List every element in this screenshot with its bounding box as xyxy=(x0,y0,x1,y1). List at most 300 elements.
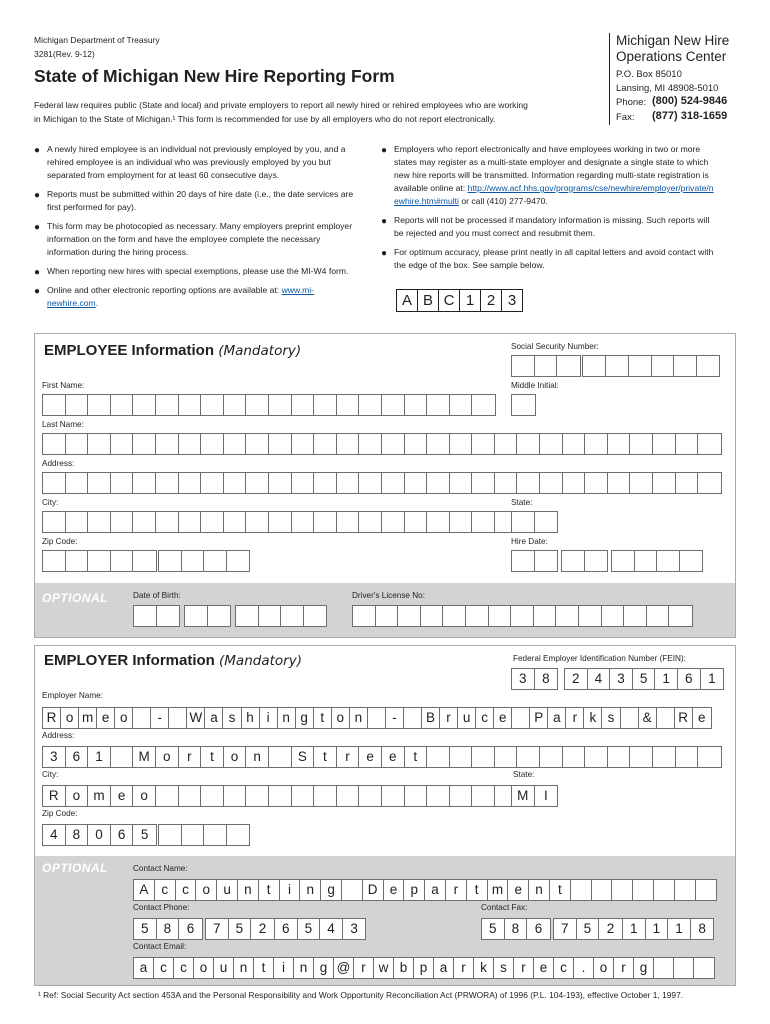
char-box[interactable]: R xyxy=(675,708,693,728)
char-box[interactable] xyxy=(314,512,337,532)
char-box[interactable] xyxy=(66,434,89,454)
char-box[interactable] xyxy=(156,395,179,415)
char-box[interactable]: w xyxy=(374,958,394,978)
char-box[interactable]: A xyxy=(134,880,155,900)
char-box[interactable] xyxy=(630,747,653,767)
char-box[interactable] xyxy=(133,473,156,493)
char-box[interactable] xyxy=(450,395,473,415)
char-box[interactable] xyxy=(657,551,680,571)
char-box[interactable] xyxy=(698,473,721,493)
char-box[interactable] xyxy=(204,825,227,845)
char-box[interactable] xyxy=(224,395,247,415)
char-box[interactable] xyxy=(495,473,518,493)
char-box[interactable] xyxy=(583,356,606,376)
char-box[interactable] xyxy=(201,786,224,806)
char-box[interactable] xyxy=(535,512,558,532)
char-box[interactable] xyxy=(450,512,473,532)
char-box[interactable] xyxy=(495,434,518,454)
char-box[interactable]: 5 xyxy=(577,919,600,939)
char-box[interactable] xyxy=(382,786,405,806)
char-box[interactable] xyxy=(653,434,676,454)
char-box[interactable] xyxy=(540,747,563,767)
char-box[interactable] xyxy=(696,880,717,900)
char-box[interactable] xyxy=(43,434,66,454)
middle-initial-input[interactable] xyxy=(511,394,536,416)
char-box[interactable] xyxy=(630,434,653,454)
char-box[interactable] xyxy=(472,473,495,493)
char-box[interactable] xyxy=(376,606,399,626)
char-box[interactable]: r xyxy=(446,880,467,900)
char-box[interactable] xyxy=(43,551,66,571)
char-box[interactable] xyxy=(337,434,360,454)
char-box[interactable] xyxy=(159,551,182,571)
char-box[interactable]: u xyxy=(214,958,234,978)
char-box[interactable] xyxy=(443,606,466,626)
char-box[interactable] xyxy=(259,606,282,626)
char-box[interactable]: t xyxy=(314,747,337,767)
dob-year-input[interactable] xyxy=(235,605,327,627)
drivers-license-input[interactable] xyxy=(352,605,693,627)
char-box[interactable]: B xyxy=(422,708,440,728)
char-box[interactable] xyxy=(563,747,586,767)
char-box[interactable]: g xyxy=(634,958,654,978)
char-box[interactable] xyxy=(557,356,580,376)
char-box[interactable] xyxy=(495,747,518,767)
char-box[interactable] xyxy=(246,434,269,454)
char-box[interactable] xyxy=(585,434,608,454)
char-box[interactable] xyxy=(512,551,535,571)
char-box[interactable]: o xyxy=(196,880,217,900)
char-box[interactable] xyxy=(694,958,714,978)
char-box[interactable]: n xyxy=(350,708,368,728)
char-box[interactable] xyxy=(201,395,224,415)
employer-zip-input[interactable] xyxy=(42,824,157,846)
char-box[interactable]: n xyxy=(234,958,254,978)
char-box[interactable]: o xyxy=(66,786,89,806)
char-box[interactable] xyxy=(517,473,540,493)
char-box[interactable]: @ xyxy=(334,958,354,978)
char-box[interactable]: n xyxy=(300,880,321,900)
hire-date-year-input[interactable] xyxy=(611,550,703,572)
char-box[interactable]: e xyxy=(697,710,706,725)
char-box[interactable] xyxy=(111,551,134,571)
char-box[interactable] xyxy=(624,606,647,626)
contact-fax-line-input[interactable] xyxy=(622,918,714,940)
char-box[interactable] xyxy=(427,512,450,532)
char-box[interactable] xyxy=(676,747,699,767)
char-box[interactable] xyxy=(182,551,205,571)
char-box[interactable] xyxy=(111,747,134,767)
char-box[interactable] xyxy=(134,606,157,626)
char-box[interactable]: M xyxy=(133,747,156,767)
char-box[interactable] xyxy=(630,473,653,493)
char-box[interactable]: 3 xyxy=(350,921,358,936)
contact-name-input[interactable] xyxy=(133,879,717,901)
char-box[interactable]: r xyxy=(440,708,458,728)
char-box[interactable] xyxy=(359,473,382,493)
char-box[interactable]: e xyxy=(111,786,134,806)
char-box[interactable] xyxy=(169,708,187,728)
char-box[interactable] xyxy=(185,606,208,626)
char-box[interactable] xyxy=(633,880,654,900)
char-box[interactable] xyxy=(204,551,227,571)
char-box[interactable] xyxy=(612,551,635,571)
char-box[interactable] xyxy=(269,473,292,493)
char-box[interactable]: 3 xyxy=(43,747,66,767)
char-box[interactable]: c xyxy=(174,958,194,978)
address-input[interactable] xyxy=(42,472,722,494)
char-box[interactable]: 8 xyxy=(542,671,550,686)
char-box[interactable] xyxy=(585,747,608,767)
char-box[interactable]: o xyxy=(61,708,79,728)
char-box[interactable] xyxy=(159,825,182,845)
char-box[interactable] xyxy=(353,606,376,626)
char-box[interactable]: 6 xyxy=(66,747,89,767)
char-box[interactable] xyxy=(608,747,631,767)
char-box[interactable]: r xyxy=(454,958,474,978)
char-box[interactable] xyxy=(269,434,292,454)
char-box[interactable]: m xyxy=(88,786,111,806)
char-box[interactable] xyxy=(133,434,156,454)
char-box[interactable] xyxy=(88,434,111,454)
char-box[interactable] xyxy=(314,473,337,493)
char-box[interactable]: c xyxy=(154,958,174,978)
char-box[interactable]: e xyxy=(508,880,529,900)
char-box[interactable] xyxy=(236,606,259,626)
state-input[interactable] xyxy=(511,511,558,533)
employer-state-input[interactable] xyxy=(511,785,558,807)
char-box[interactable] xyxy=(359,786,382,806)
last-name-input[interactable] xyxy=(42,433,722,455)
char-box[interactable] xyxy=(43,473,66,493)
dob-day-input[interactable] xyxy=(184,605,231,627)
char-box[interactable]: r xyxy=(337,747,360,767)
char-box[interactable]: t xyxy=(201,747,224,767)
char-box[interactable] xyxy=(405,395,428,415)
char-box[interactable] xyxy=(179,512,202,532)
char-box[interactable]: R xyxy=(43,708,61,728)
char-box[interactable] xyxy=(421,606,444,626)
char-box[interactable] xyxy=(246,786,269,806)
char-box[interactable] xyxy=(535,356,558,376)
char-box[interactable] xyxy=(224,786,247,806)
char-box[interactable] xyxy=(647,606,670,626)
char-box[interactable] xyxy=(201,473,224,493)
char-box[interactable]: 7 xyxy=(206,919,229,939)
dob-month-input[interactable] xyxy=(133,605,180,627)
char-box[interactable] xyxy=(652,356,675,376)
char-box[interactable]: 6 xyxy=(534,921,543,936)
char-box[interactable]: W xyxy=(187,708,205,728)
char-box[interactable]: r xyxy=(179,747,202,767)
char-box[interactable] xyxy=(404,708,422,728)
char-box[interactable] xyxy=(179,473,202,493)
char-box[interactable]: & xyxy=(639,708,657,728)
char-box[interactable] xyxy=(342,880,363,900)
char-box[interactable] xyxy=(246,473,269,493)
char-box[interactable] xyxy=(66,473,89,493)
char-box[interactable]: g xyxy=(314,958,334,978)
char-box[interactable]: c xyxy=(476,708,494,728)
char-box[interactable]: i xyxy=(280,880,301,900)
char-box[interactable]: t xyxy=(259,880,280,900)
char-box[interactable]: 8 xyxy=(698,921,706,936)
char-box[interactable] xyxy=(269,395,292,415)
char-box[interactable]: 2 xyxy=(565,669,588,689)
char-box[interactable]: r xyxy=(614,958,634,978)
char-box[interactable] xyxy=(156,512,179,532)
char-box[interactable] xyxy=(592,880,613,900)
char-box[interactable] xyxy=(512,708,530,728)
char-box[interactable] xyxy=(674,356,697,376)
char-box[interactable] xyxy=(359,512,382,532)
char-box[interactable]: 6 xyxy=(186,921,195,936)
char-box[interactable] xyxy=(674,958,694,978)
char-box[interactable] xyxy=(585,551,608,571)
char-box[interactable]: 3 xyxy=(610,669,633,689)
char-box[interactable]: o xyxy=(594,958,614,978)
char-box[interactable]: 7 xyxy=(554,919,577,939)
char-box[interactable] xyxy=(450,473,473,493)
char-box[interactable]: n xyxy=(294,958,314,978)
char-box[interactable]: 5 xyxy=(140,827,149,842)
char-box[interactable] xyxy=(156,434,179,454)
char-box[interactable] xyxy=(512,356,535,376)
char-box[interactable] xyxy=(201,512,224,532)
char-box[interactable]: 6 xyxy=(678,669,701,689)
char-box[interactable]: a xyxy=(548,708,566,728)
contact-phone-prefix-input[interactable] xyxy=(205,918,275,940)
char-box[interactable]: 0 xyxy=(88,825,111,845)
char-box[interactable]: S xyxy=(292,747,315,767)
char-box[interactable] xyxy=(540,434,563,454)
char-box[interactable]: m xyxy=(79,708,97,728)
char-box[interactable]: r xyxy=(514,958,534,978)
char-box[interactable] xyxy=(88,551,111,571)
char-box[interactable] xyxy=(680,551,703,571)
char-box[interactable]: o xyxy=(115,708,133,728)
char-box[interactable] xyxy=(472,512,495,532)
char-box[interactable] xyxy=(337,473,360,493)
char-box[interactable]: I xyxy=(544,788,548,803)
char-box[interactable]: 4 xyxy=(588,669,611,689)
char-box[interactable]: s xyxy=(494,958,514,978)
char-box[interactable] xyxy=(337,395,360,415)
char-box[interactable]: 1 xyxy=(623,919,646,939)
char-box[interactable]: o xyxy=(332,708,350,728)
char-box[interactable]: c xyxy=(554,958,574,978)
char-box[interactable] xyxy=(224,434,247,454)
char-box[interactable] xyxy=(368,708,386,728)
char-box[interactable] xyxy=(563,434,586,454)
char-box[interactable] xyxy=(182,825,205,845)
char-box[interactable] xyxy=(227,551,250,571)
char-box[interactable] xyxy=(382,434,405,454)
char-box[interactable] xyxy=(208,606,231,626)
char-box[interactable] xyxy=(382,395,405,415)
char-box[interactable] xyxy=(111,395,134,415)
char-box[interactable]: 3 xyxy=(512,669,535,689)
char-box[interactable] xyxy=(602,606,625,626)
char-box[interactable] xyxy=(629,356,652,376)
char-box[interactable]: 8 xyxy=(66,825,89,845)
first-name-input[interactable] xyxy=(42,394,496,416)
char-box[interactable] xyxy=(156,473,179,493)
char-box[interactable] xyxy=(337,512,360,532)
char-box[interactable] xyxy=(43,512,66,532)
char-box[interactable] xyxy=(66,551,89,571)
char-box[interactable] xyxy=(657,708,675,728)
char-box[interactable] xyxy=(621,708,639,728)
char-box[interactable]: c xyxy=(176,880,197,900)
char-box[interactable]: . xyxy=(574,958,594,978)
char-box[interactable] xyxy=(201,434,224,454)
char-box[interactable] xyxy=(382,473,405,493)
char-box[interactable]: 2 xyxy=(606,921,615,936)
char-box[interactable] xyxy=(382,512,405,532)
char-box[interactable]: e xyxy=(97,708,115,728)
char-box[interactable] xyxy=(450,747,473,767)
char-box[interactable]: g xyxy=(321,880,342,900)
char-box[interactable] xyxy=(489,606,512,626)
char-box[interactable] xyxy=(669,606,692,626)
char-box[interactable]: t xyxy=(254,958,274,978)
char-box[interactable] xyxy=(246,512,269,532)
char-box[interactable] xyxy=(571,880,592,900)
char-box[interactable] xyxy=(427,395,450,415)
char-box[interactable] xyxy=(517,434,540,454)
char-box[interactable]: t xyxy=(467,880,488,900)
char-box[interactable] xyxy=(472,786,495,806)
char-box[interactable] xyxy=(314,395,337,415)
hire-date-day-input[interactable] xyxy=(561,550,608,572)
char-box[interactable]: n xyxy=(238,880,259,900)
contact-phone-area-input[interactable] xyxy=(133,918,203,940)
char-box[interactable] xyxy=(556,606,579,626)
char-box[interactable] xyxy=(472,395,495,415)
char-box[interactable]: o xyxy=(133,786,156,806)
char-box[interactable] xyxy=(450,786,473,806)
ssn-group-input[interactable] xyxy=(582,355,629,377)
char-box[interactable]: 4 xyxy=(320,919,343,939)
char-box[interactable] xyxy=(88,395,111,415)
char-box[interactable] xyxy=(697,356,720,376)
char-box[interactable] xyxy=(427,786,450,806)
acf-hhs-link[interactable]: http://www.acf.hhs.gov/programs/cse/newhire/employer/private/newhire.htm#multi xyxy=(394,183,714,206)
char-box[interactable] xyxy=(535,551,558,571)
char-box[interactable]: b xyxy=(394,958,414,978)
char-box[interactable]: 5 xyxy=(298,919,321,939)
char-box[interactable]: M xyxy=(512,786,535,806)
char-box[interactable] xyxy=(653,747,676,767)
char-box[interactable] xyxy=(635,551,658,571)
char-box[interactable] xyxy=(472,747,495,767)
char-box[interactable]: h xyxy=(242,708,260,728)
char-box[interactable] xyxy=(133,708,151,728)
char-box[interactable] xyxy=(466,606,489,626)
char-box[interactable] xyxy=(337,786,360,806)
char-box[interactable]: n xyxy=(278,708,296,728)
char-box[interactable]: r xyxy=(566,708,584,728)
char-box[interactable]: 1 xyxy=(646,919,669,939)
char-box[interactable]: u xyxy=(217,880,238,900)
char-box[interactable] xyxy=(179,434,202,454)
char-box[interactable] xyxy=(111,512,134,532)
zip-extension-input[interactable] xyxy=(158,550,250,572)
char-box[interactable]: 1 xyxy=(708,671,716,686)
char-box[interactable]: 1 xyxy=(668,919,691,939)
char-box[interactable] xyxy=(540,473,563,493)
char-box[interactable] xyxy=(111,434,134,454)
char-box[interactable]: e xyxy=(494,708,512,728)
char-box[interactable]: i xyxy=(260,708,278,728)
char-box[interactable] xyxy=(562,551,585,571)
employer-address-input[interactable] xyxy=(42,746,722,768)
char-box[interactable]: n xyxy=(529,880,550,900)
char-box[interactable] xyxy=(292,395,315,415)
ssn-area-input[interactable] xyxy=(511,355,581,377)
char-box[interactable] xyxy=(608,434,631,454)
char-box[interactable] xyxy=(292,473,315,493)
char-box[interactable]: a xyxy=(425,880,446,900)
char-box[interactable]: e xyxy=(359,747,382,767)
char-box[interactable]: 5 xyxy=(482,919,505,939)
char-box[interactable] xyxy=(606,356,629,376)
char-box[interactable]: r xyxy=(354,958,374,978)
char-box[interactable]: a xyxy=(434,958,454,978)
char-box[interactable]: a xyxy=(205,708,223,728)
char-box[interactable] xyxy=(314,434,337,454)
char-box[interactable]: c xyxy=(155,880,176,900)
char-box[interactable]: u xyxy=(458,708,476,728)
char-box[interactable]: t xyxy=(550,880,571,900)
char-box[interactable] xyxy=(304,606,327,626)
char-box[interactable] xyxy=(675,880,696,900)
zip-input[interactable] xyxy=(42,550,157,572)
char-box[interactable] xyxy=(292,512,315,532)
char-box[interactable] xyxy=(281,606,304,626)
char-box[interactable] xyxy=(512,512,535,532)
char-box[interactable]: 4 xyxy=(43,825,66,845)
char-box[interactable] xyxy=(654,958,674,978)
char-box[interactable]: o xyxy=(156,747,179,767)
char-box[interactable] xyxy=(405,434,428,454)
city-input[interactable] xyxy=(42,511,518,533)
char-box[interactable]: i xyxy=(274,958,294,978)
char-box[interactable]: a xyxy=(134,958,154,978)
char-box[interactable] xyxy=(359,395,382,415)
employer-zip-extension-input[interactable] xyxy=(158,824,250,846)
char-box[interactable] xyxy=(472,434,495,454)
char-box[interactable]: k xyxy=(474,958,494,978)
char-box[interactable] xyxy=(534,606,557,626)
char-box[interactable]: 5 xyxy=(633,669,656,689)
char-box[interactable] xyxy=(653,473,676,493)
char-box[interactable] xyxy=(698,434,721,454)
char-box[interactable] xyxy=(156,786,179,806)
char-box[interactable] xyxy=(111,473,134,493)
char-box[interactable] xyxy=(66,512,89,532)
char-box[interactable] xyxy=(179,395,202,415)
hire-date-month-input[interactable] xyxy=(511,550,558,572)
employer-name-input[interactable] xyxy=(42,707,712,729)
char-box[interactable] xyxy=(427,434,450,454)
char-box[interactable] xyxy=(676,434,699,454)
char-box[interactable] xyxy=(698,747,721,767)
char-box[interactable]: g xyxy=(296,708,314,728)
char-box[interactable] xyxy=(579,606,602,626)
char-box[interactable]: D xyxy=(363,880,384,900)
